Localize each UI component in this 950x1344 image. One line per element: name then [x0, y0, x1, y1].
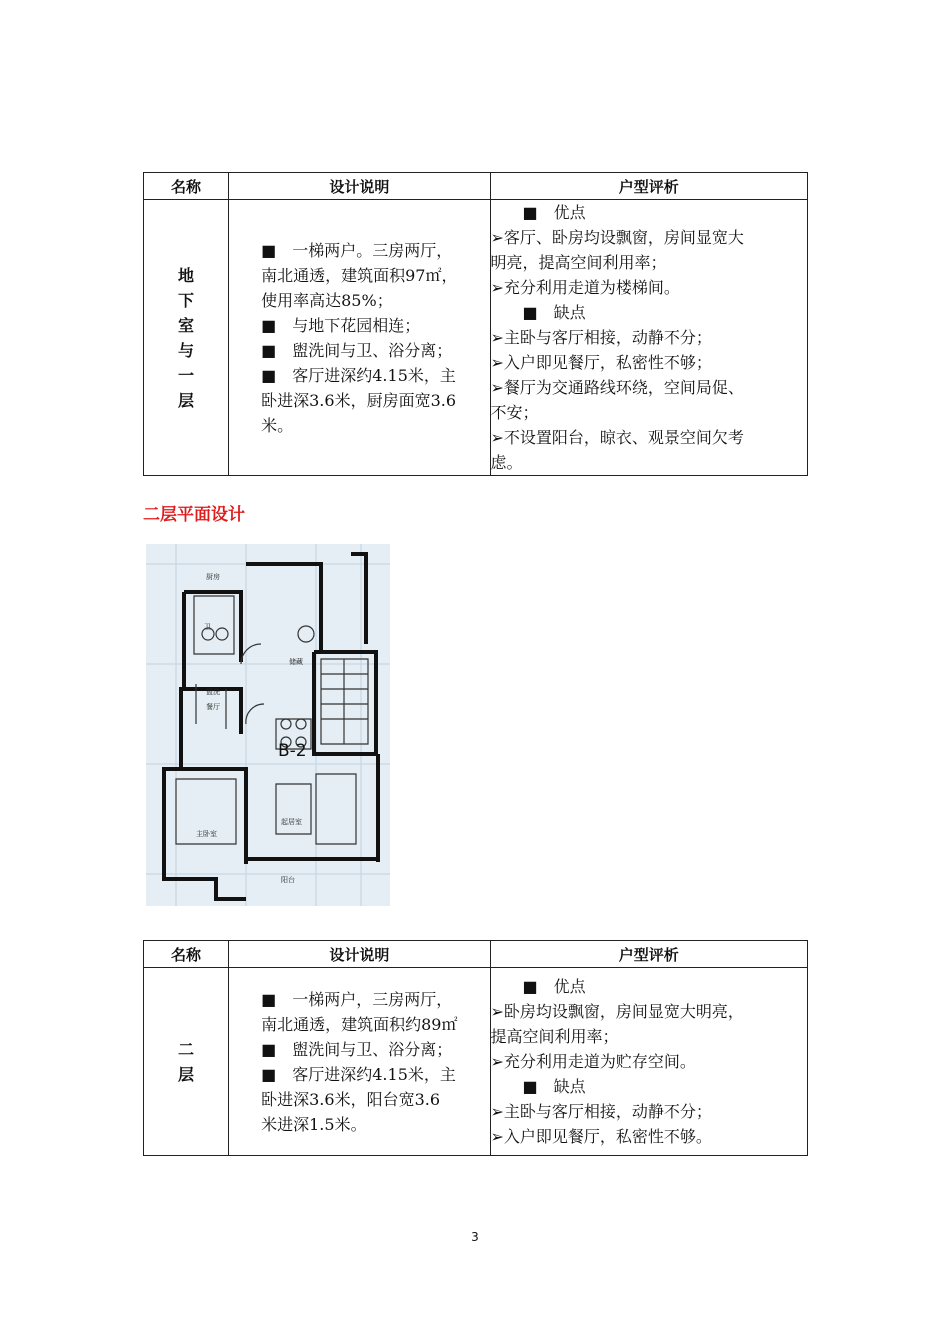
desc-line: ■ 客厅进深约4.15米，主 [261, 365, 456, 385]
floor-name-cell [144, 968, 229, 1156]
page-number: 3 [471, 1230, 479, 1244]
floor-plan-image [146, 544, 390, 906]
floor-name-char: 层 [178, 390, 195, 410]
floor-name-char: 二 [178, 1039, 195, 1059]
desc-line: 米。 [261, 415, 294, 435]
floor-name-char: 层 [178, 1064, 195, 1084]
eval-line: ➢充分利用走道为楼梯间。 [490, 278, 680, 297]
floor-name-char: 室 [178, 315, 195, 335]
eval-line: ■ 缺点 [522, 1077, 586, 1096]
eval-line: ■ 优点 [522, 203, 586, 222]
header-name: 名称 [144, 941, 229, 968]
desc-line: ■ 盥洗间与卫、浴分离； [261, 1039, 453, 1059]
header-evaluation: 户型评析 [490, 941, 807, 968]
table-header-row [144, 941, 808, 968]
eval-line: ➢主卧与客厅相接，动静不分； [490, 1102, 712, 1121]
floor-name-char: 一 [178, 365, 195, 385]
header-evaluation: 户型评析 [490, 173, 807, 200]
eval-line: ■ 缺点 [522, 303, 586, 322]
plan-label: B-2 [278, 741, 307, 761]
header-design: 设计说明 [229, 941, 490, 968]
eval-line: 虑。 [490, 453, 523, 472]
eval-line: ➢入户即见餐厅，私密性不够； [490, 353, 712, 372]
eval-line: 明亮，提高空间利用率； [490, 253, 667, 272]
desc-line: 使用率高达85%； [261, 290, 393, 310]
room-label: 卫 [204, 623, 211, 631]
room-label: 盥洗 [206, 688, 220, 696]
desc-line: ■ 与地下花园相连； [261, 315, 421, 335]
desc-line: 南北通透，建筑面积97㎡， [261, 265, 458, 285]
eval-line: 不安； [490, 403, 539, 422]
design-description-cell [229, 200, 490, 476]
header-design: 设计说明 [229, 173, 490, 200]
eval-line: ➢餐厅为交通路线环绕，空间局促、 [490, 378, 744, 397]
desc-line: 南北通透，建筑面积约89㎡ [261, 1014, 458, 1034]
eval-line: ➢卧房均设飘窗，房间显宽大明亮， [490, 1002, 744, 1021]
desc-line: 卧进深3.6米，厨房面宽3.6 [261, 390, 457, 410]
evaluation-cell [490, 200, 807, 476]
desc-line: ■ 盥洗间与卫、浴分离； [261, 340, 453, 360]
eval-line: ➢主卧与客厅相接，动静不分； [490, 328, 712, 347]
section-title: 二层平面设计 [143, 505, 245, 525]
room-label: 主卧室 [196, 830, 217, 838]
room-label: 储藏 [289, 658, 303, 666]
eval-line: 提高空间利用率； [490, 1027, 619, 1046]
desc-line: ■ 客厅进深约4.15米，主 [261, 1064, 456, 1084]
room-label: 餐厅 [206, 703, 220, 711]
table-header-row [144, 173, 808, 200]
floor-name-char: 地 [178, 265, 195, 285]
eval-line: ■ 优点 [522, 977, 586, 996]
room-label: 阳台 [281, 876, 295, 884]
room-label: 厨房 [206, 573, 220, 581]
table-row [144, 200, 808, 476]
evaluation-cell [490, 968, 807, 1156]
eval-line: ➢入户即见餐厅，私密性不够。 [490, 1127, 712, 1146]
floor-name-cell [144, 200, 229, 476]
room-label: 起居室 [281, 818, 302, 826]
table-row [144, 968, 808, 1156]
eval-line: ➢客厅、卧房均设飘窗，房间显宽大 [490, 228, 744, 247]
floor-name-char: 下 [178, 290, 195, 310]
eval-line: ➢不设置阳台，晾衣、观景空间欠考 [490, 428, 744, 447]
design-description-cell [229, 968, 490, 1156]
desc-line: 米进深1.5米。 [261, 1114, 367, 1134]
floor-name-char: 与 [178, 340, 195, 360]
desc-line: ■ 一梯两户。三房两厅， [261, 240, 453, 260]
header-name: 名称 [144, 173, 229, 200]
floor-plan-drawing [146, 544, 390, 906]
table-basement-first-floor [143, 172, 808, 476]
eval-line: ➢充分利用走道为贮存空间。 [490, 1052, 696, 1071]
desc-line: 卧进深3.6米，阳台宽3.6 [261, 1089, 441, 1109]
table-second-floor [143, 940, 808, 1156]
desc-line: ■ 一梯两户，三房两厅， [261, 989, 453, 1009]
